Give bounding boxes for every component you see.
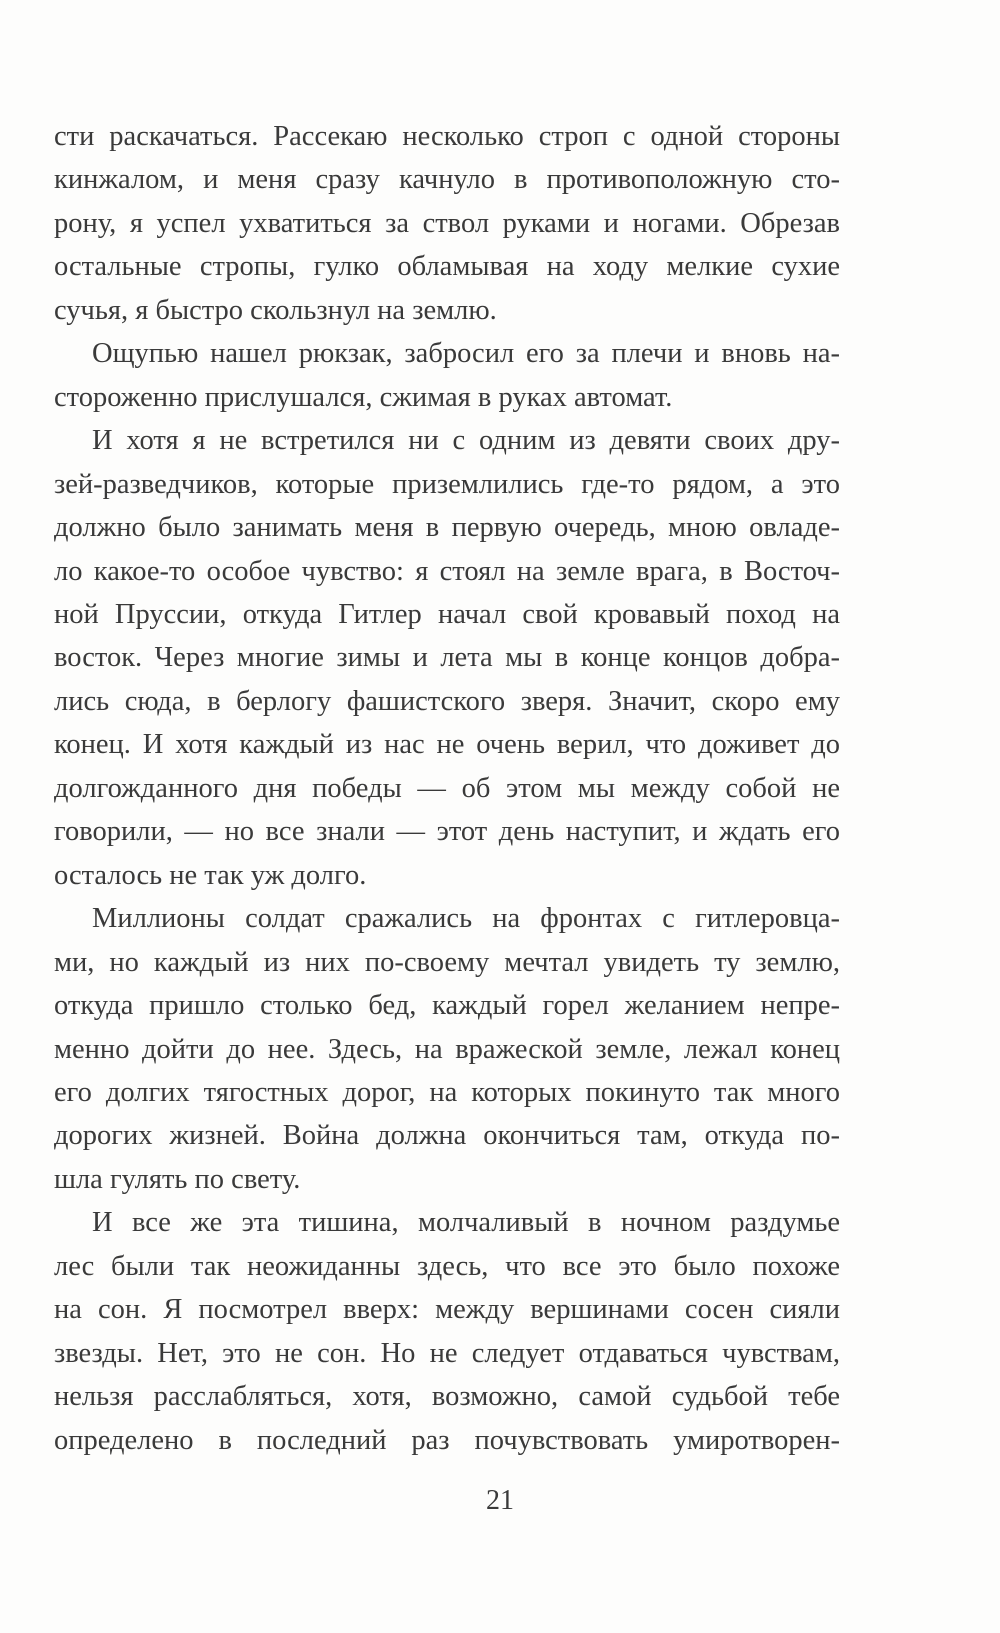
text-line: звезды. Нет, это не сон. Но не следует отдаваться чувствам, (54, 1337, 840, 1369)
text-line: нельзя расслабляться, хотя, возможно, самой судьбой тебе (54, 1381, 840, 1413)
text-line: стороженно прислушался, сжимая в руках автомат. (54, 381, 673, 413)
text-line: зей-разведчиков, которые приземлились где-то рядом, а это (54, 468, 840, 500)
text-line: остальные стропы, гулко обламывая на ходу мелкие сухие (54, 251, 840, 283)
text-line: ло какое-то особое чувство: я стоял на земле врага, в Восточ- (54, 555, 840, 587)
text-line: И хотя я не встретился ни с одним из девяти своих дру- (92, 425, 840, 457)
text-line: рону, я успел ухватиться за ствол руками и ногами. Обрезав (54, 207, 840, 239)
paragraph-3 (54, 419, 840, 897)
text-line: на сон. Я посмотрел вверх: между вершинами сосен сияли (54, 1294, 840, 1326)
text-line: восток. Через многие зимы и лета мы в конце концов добра- (54, 642, 840, 674)
text-line: менно дойти до нее. Здесь, на вражеской земле, лежал конец (54, 1033, 840, 1065)
page-number: 21 (486, 1485, 514, 1516)
text-line: лись сюда, в берлогу фашистского зверя. Значит, скоро ему (54, 685, 840, 717)
text-line: его долгих тягостных дорог, на которых покинуто так много (54, 1076, 840, 1108)
paragraph-2 (54, 332, 840, 419)
paragraph-4 (54, 897, 840, 1201)
text-line: конец. И хотя каждый из нас не очень верил, что доживет до (54, 729, 840, 761)
text-line: определено в последний раз почувствовать умиротворен- (54, 1424, 840, 1456)
text-line: Миллионы солдат сражались на фронтах с гитлеровца- (92, 903, 840, 935)
text-line: осталось не так уж долго. (54, 859, 367, 891)
text-line: говорили, — но все знали — этот день наступит, и ждать его (54, 816, 840, 848)
text-line: кинжалом, и меня сразу качнуло в противоположную сто- (54, 164, 840, 196)
text-line: сти раскачаться. Рассекаю несколько строп с одной стороны (54, 121, 840, 152)
body-text (54, 115, 840, 1462)
text-line: долгожданного дня победы — об этом мы между собой не (54, 772, 840, 804)
text-line: ми, но каждый из них по-своему мечтал увидеть ту землю, (54, 946, 840, 978)
text-line: шла гулять по свету. (54, 1163, 301, 1195)
text-line: Ощупью нашел рюкзак, забросил его за плечи и вновь на- (92, 338, 840, 370)
text-line: дорогих жизней. Война должна окончиться там, откуда по- (54, 1120, 840, 1152)
text-line: лес были так неожиданны здесь, что все это было похоже (54, 1250, 840, 1282)
paragraph-1 (54, 115, 840, 332)
text-line: откуда пришло столько бед, каждый горел желанием непре- (54, 990, 840, 1022)
paragraph-5 (54, 1201, 840, 1462)
text-line: ной Пруссии, откуда Гитлер начал свой кровавый поход на (54, 598, 840, 630)
text-line: сучья, я быстро скользнул на землю. (54, 294, 497, 326)
text-line: должно было занимать меня в первую очередь, мною овладе- (54, 512, 840, 544)
text-line: И все же эта тишина, молчаливый в ночном раздумье (92, 1207, 840, 1239)
